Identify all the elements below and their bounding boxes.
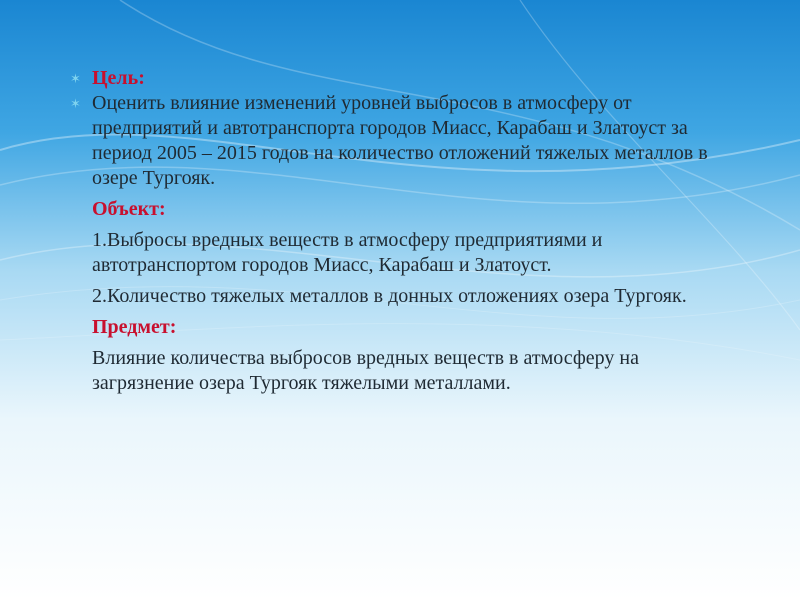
object-item-text: 1.Выбросы вредных веществ в атмосферу предприятиями и автотранспортом городов Миасс, Карабаш и Златоуст.: [92, 229, 603, 276]
object-item: [70, 284, 710, 309]
object-label: Объект:: [92, 198, 166, 220]
star-bullet-icon: ✶: [70, 96, 81, 111]
goal-label: Цель:: [92, 67, 145, 89]
subject-label-row: [70, 315, 710, 340]
subject-label: Предмет:: [92, 316, 177, 338]
goal-text: Оценить влияние изменений уровней выбросов в атмосферу от предприятий и автотранспорта городов Миасс, Карабаш и Златоуст за период 2005 – 2015 годов на количество отложений тяжелых металлов в озере Тургояк.: [92, 92, 708, 189]
goal-label-row: [70, 66, 710, 91]
star-bullet-icon: ✶: [70, 71, 81, 86]
subject-text-row: [70, 346, 710, 396]
object-item-text: 2.Количество тяжелых металлов в донных отложениях озера Тургояк.: [92, 285, 687, 307]
slide-content: [70, 66, 710, 396]
subject-text: Влияние количества выбросов вредных веществ в атмосферу на загрязнение озера Тургояк тяжелыми металлами.: [92, 347, 639, 394]
object-label-row: [70, 197, 710, 222]
goal-text-row: [70, 91, 710, 191]
object-item: [70, 228, 710, 278]
